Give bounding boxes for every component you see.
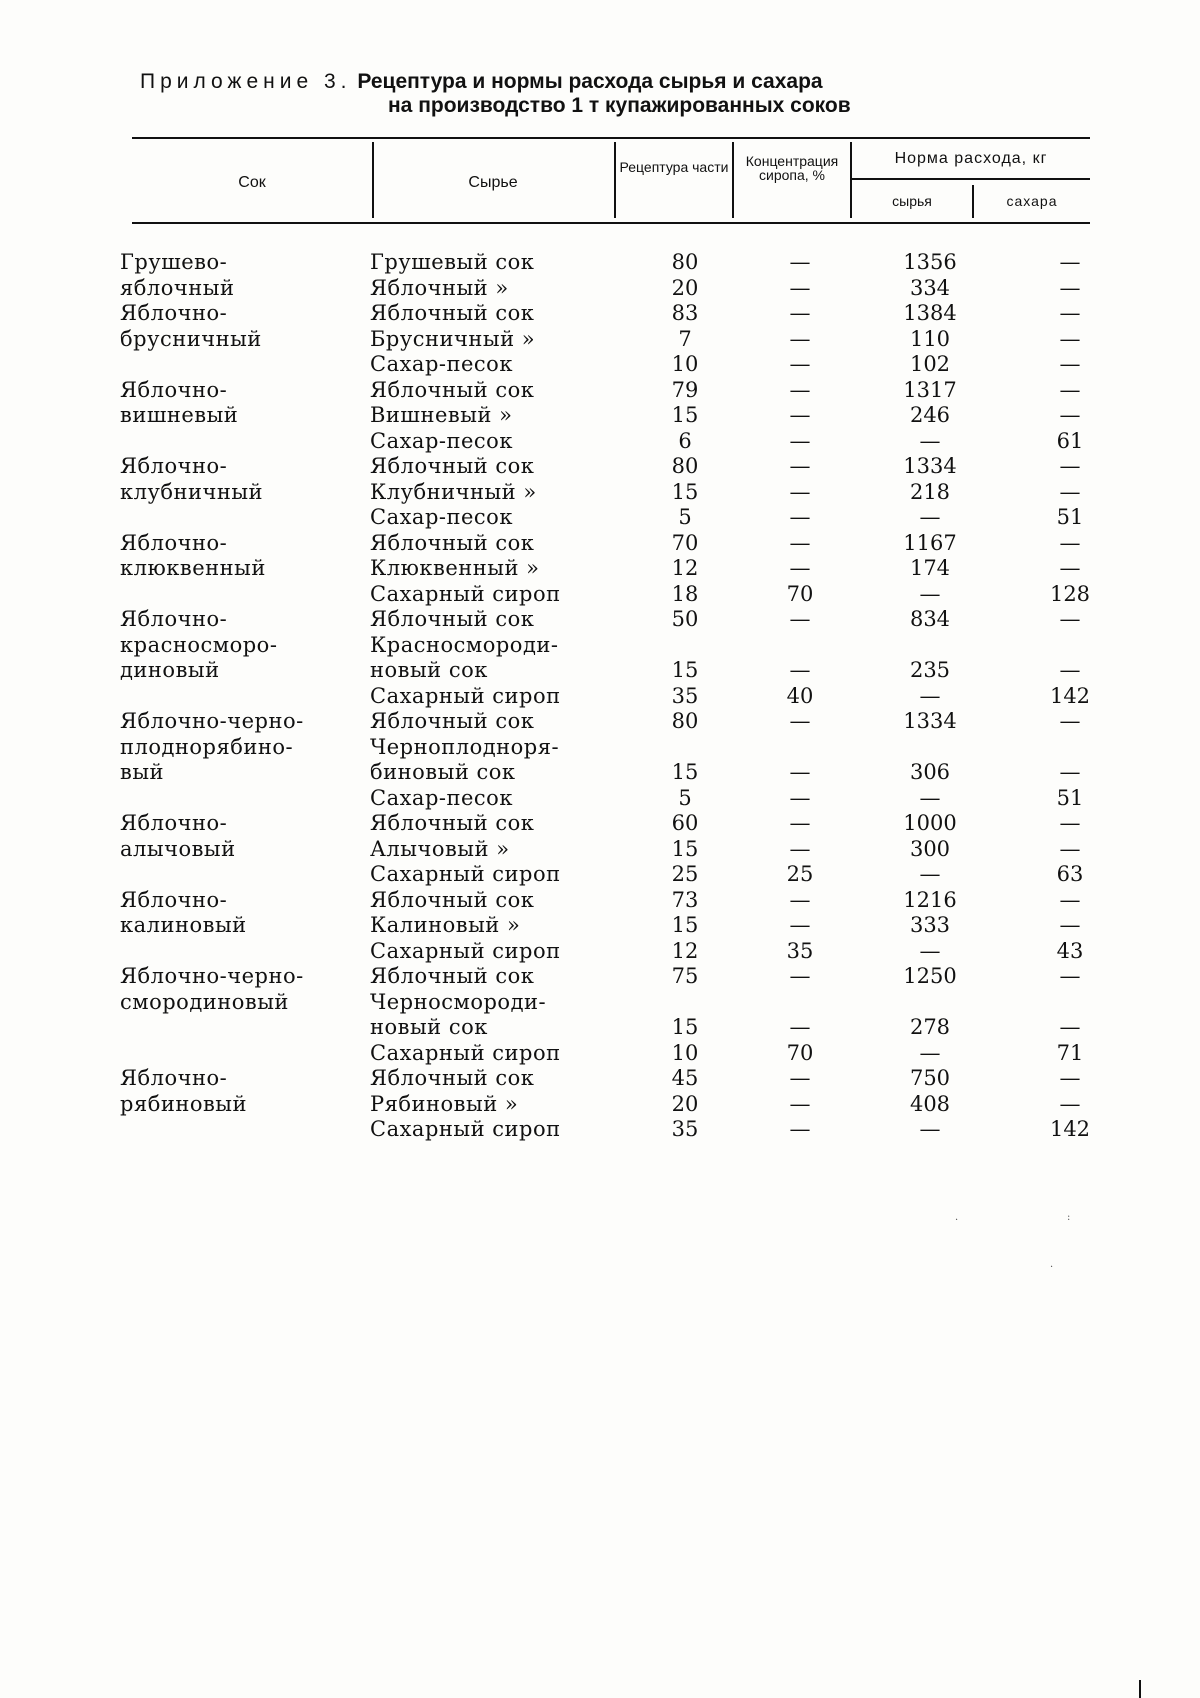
cell-parts: 60 [625,811,745,837]
cell-sugar-norm: — [1005,480,1135,506]
cell-raw: Сахар-песок [370,352,625,378]
cell-parts: 5 [625,505,745,531]
cell-raw: Яблочный сок [370,378,625,404]
cell-juice: Яблочно- [120,531,370,557]
cell-raw-norm: 102 [855,352,1005,378]
table-row [120,1117,1135,1143]
table-row [120,709,1135,735]
cell-concentration: — [745,454,855,480]
table-row [120,735,1135,761]
cell-raw-norm: 235 [855,658,1005,684]
cell-raw-norm: 1000 [855,811,1005,837]
cell-sugar-norm: — [1005,276,1135,302]
cell-sugar-norm: 51 [1005,786,1135,812]
cell-raw-norm: — [855,684,1005,710]
cell-juice: алычовый [120,837,370,863]
header-juice: Сок [132,174,372,191]
cell-concentration: — [745,1066,855,1092]
cell-sugar-norm: — [1005,913,1135,939]
cell-raw-norm: — [855,1041,1005,1067]
table-row [120,633,1135,659]
table-row [120,1015,1135,1041]
table-row [120,250,1135,276]
page-title [140,70,1040,118]
cell-raw-norm: — [855,939,1005,965]
table-row [120,556,1135,582]
cell-sugar-norm: — [1005,301,1135,327]
cell-parts: 70 [625,531,745,557]
cell-sugar-norm: 71 [1005,1041,1135,1067]
cell-parts: 12 [625,939,745,965]
table-row [120,684,1135,710]
cell-raw-norm: 834 [855,607,1005,633]
table-row [120,939,1135,965]
cell-parts: 25 [625,862,745,888]
table-row [120,837,1135,863]
cell-concentration [745,633,855,659]
cell-parts: 5 [625,786,745,812]
header-subrule [852,178,1090,180]
cell-juice: диновый [120,658,370,684]
cell-raw-norm: 278 [855,1015,1005,1041]
cell-parts: 15 [625,658,745,684]
cell-concentration: — [745,811,855,837]
cell-concentration: — [745,1015,855,1041]
header-parts: Рецептура части [616,160,732,174]
cell-parts: 45 [625,1066,745,1092]
cell-parts: 15 [625,913,745,939]
cell-concentration: — [745,505,855,531]
cell-parts: 15 [625,760,745,786]
cell-parts: 80 [625,454,745,480]
cell-parts: 15 [625,403,745,429]
cell-concentration: — [745,301,855,327]
cell-juice: Яблочно-черно- [120,964,370,990]
cell-concentration: — [745,352,855,378]
cell-juice: яблочный [120,276,370,302]
cell-sugar-norm [1005,633,1135,659]
cell-parts [625,633,745,659]
cell-juice: смородиновый [120,990,370,1016]
cell-concentration: — [745,837,855,863]
cell-juice [120,939,370,965]
cell-parts: 15 [625,1015,745,1041]
cell-concentration: 70 [745,1041,855,1067]
cell-parts: 18 [625,582,745,608]
cell-raw: Яблочный сок [370,454,625,480]
cell-sugar-norm: — [1005,250,1135,276]
cell-concentration: — [745,276,855,302]
cell-concentration: — [745,403,855,429]
cell-raw-norm: — [855,505,1005,531]
cell-sugar-norm: 51 [1005,505,1135,531]
cell-sugar-norm: — [1005,1066,1135,1092]
cell-juice: клубничный [120,480,370,506]
cell-raw: Яблочный сок [370,964,625,990]
cell-sugar-norm: 128 [1005,582,1135,608]
cell-juice [120,1041,370,1067]
scan-speck: · [1050,1262,1053,1273]
cell-raw-norm: 300 [855,837,1005,863]
cell-juice: Яблочно- [120,301,370,327]
cell-concentration: 25 [745,862,855,888]
cell-raw: Яблочный сок [370,607,625,633]
table-row [120,658,1135,684]
cell-parts: 15 [625,837,745,863]
cell-raw-norm: — [855,1117,1005,1143]
cell-juice: брусничный [120,327,370,353]
cell-juice [120,684,370,710]
cell-parts: 80 [625,250,745,276]
header-conc: Концентрация сиропа, % [734,154,850,182]
cell-raw: Клюквенный » [370,556,625,582]
table-row [120,327,1135,353]
cell-concentration: — [745,1117,855,1143]
cell-concentration: — [745,327,855,353]
cell-raw: Яблочный сок [370,1066,625,1092]
cell-parts: 79 [625,378,745,404]
cell-concentration: — [745,480,855,506]
cell-raw-norm: 174 [855,556,1005,582]
cell-concentration: — [745,250,855,276]
cell-juice: Яблочно- [120,454,370,480]
cell-parts: 35 [625,684,745,710]
cell-sugar-norm: — [1005,327,1135,353]
cell-raw: Яблочный сок [370,531,625,557]
title-line1: Рецептура и нормы расхода сырья и сахара [357,70,822,93]
cell-parts [625,990,745,1016]
table-row [120,531,1135,557]
table-row [120,811,1135,837]
cell-raw-norm: 408 [855,1092,1005,1118]
cell-juice [120,429,370,455]
table-row [120,480,1135,506]
cell-sugar-norm: 142 [1005,684,1135,710]
cell-sugar-norm: — [1005,811,1135,837]
cell-sugar-norm: — [1005,1092,1135,1118]
cell-sugar-norm: 61 [1005,429,1135,455]
cell-raw: Сахар-песок [370,505,625,531]
cell-concentration: — [745,556,855,582]
table-row [120,276,1135,302]
cell-parts: 35 [625,1117,745,1143]
cell-juice [120,1015,370,1041]
cell-raw: Сахар-песок [370,786,625,812]
header-divider [614,142,616,218]
cell-raw-norm [855,990,1005,1016]
cell-raw: Сахарный сироп [370,939,625,965]
cell-raw-norm: 333 [855,913,1005,939]
cell-sugar-norm: — [1005,658,1135,684]
cell-concentration: — [745,760,855,786]
cell-juice: Яблочно- [120,811,370,837]
cell-raw: Рябиновый » [370,1092,625,1118]
cell-raw-norm: 306 [855,760,1005,786]
cell-raw-norm: — [855,582,1005,608]
cell-concentration: — [745,429,855,455]
table-row [120,1092,1135,1118]
table-row [120,582,1135,608]
cell-raw: новый сок [370,658,625,684]
cell-sugar-norm: — [1005,454,1135,480]
cell-juice [120,505,370,531]
cell-raw-norm: 1250 [855,964,1005,990]
table-top-rule [132,137,1090,139]
cell-parts [625,735,745,761]
title-line2: на производство 1 т купажированных соков [140,94,1040,118]
cell-raw-norm: 750 [855,1066,1005,1092]
cell-concentration: — [745,786,855,812]
cell-parts: 10 [625,352,745,378]
cell-raw: Черноплодноря- [370,735,625,761]
table-row [120,607,1135,633]
table-row [120,888,1135,914]
cell-juice: клюквенный [120,556,370,582]
cell-juice [120,582,370,608]
cell-raw-norm: — [855,429,1005,455]
table-row [120,505,1135,531]
cell-concentration: — [745,531,855,557]
cell-raw-norm: 110 [855,327,1005,353]
cell-parts: 50 [625,607,745,633]
cell-juice: Грушево- [120,250,370,276]
cell-juice: Яблочно-черно- [120,709,370,735]
cell-parts: 75 [625,964,745,990]
cell-raw: Вишневый » [370,403,625,429]
table-row [120,760,1135,786]
cell-parts: 20 [625,276,745,302]
cell-raw: Яблочный сок [370,709,625,735]
cell-sugar-norm: — [1005,352,1135,378]
cell-sugar-norm: — [1005,888,1135,914]
cell-juice: вишневый [120,403,370,429]
cell-juice: Яблочно- [120,1066,370,1092]
cell-concentration: — [745,378,855,404]
cell-sugar-norm: — [1005,837,1135,863]
cell-concentration [745,990,855,1016]
cell-juice: плоднорябино- [120,735,370,761]
cell-raw-norm: 1167 [855,531,1005,557]
appendix-label: Приложение 3. [140,70,352,93]
cell-sugar-norm: 43 [1005,939,1135,965]
cell-parts: 12 [625,556,745,582]
cell-juice: вый [120,760,370,786]
cell-parts: 83 [625,301,745,327]
cell-concentration: — [745,964,855,990]
table-row [120,352,1135,378]
cell-raw-norm: 246 [855,403,1005,429]
cell-raw-norm: 1356 [855,250,1005,276]
cell-concentration: — [745,888,855,914]
cell-sugar-norm: 63 [1005,862,1135,888]
cell-juice [120,862,370,888]
cell-concentration: — [745,1092,855,1118]
cell-sugar-norm: — [1005,964,1135,990]
cell-raw: новый сок [370,1015,625,1041]
cell-raw: Сахарный сироп [370,862,625,888]
cell-raw: Сахарный сироп [370,1041,625,1067]
table-row [120,913,1135,939]
table-row [120,454,1135,480]
cell-concentration: 40 [745,684,855,710]
cell-juice [120,352,370,378]
cell-parts: 7 [625,327,745,353]
cell-juice [120,786,370,812]
cell-raw-norm: 1216 [855,888,1005,914]
cell-raw: Яблочный сок [370,811,625,837]
cell-juice [120,1117,370,1143]
table-row [120,378,1135,404]
cell-raw: Яблочный сок [370,301,625,327]
cell-concentration: — [745,913,855,939]
cell-sugar-norm: — [1005,378,1135,404]
header-norm-raw: сырья [852,194,972,208]
cell-raw-norm: 1384 [855,301,1005,327]
cell-raw: Яблочный » [370,276,625,302]
cell-sugar-norm: — [1005,607,1135,633]
cell-juice: красносморо- [120,633,370,659]
cell-concentration: 35 [745,939,855,965]
cell-raw-norm: 334 [855,276,1005,302]
scan-edge-mark [1139,1680,1141,1698]
table-row [120,786,1135,812]
cell-sugar-norm: 142 [1005,1117,1135,1143]
table-row [120,990,1135,1016]
table-row [120,301,1135,327]
cell-juice: Яблочно- [120,607,370,633]
cell-parts: 80 [625,709,745,735]
cell-sugar-norm [1005,735,1135,761]
cell-juice: Яблочно- [120,888,370,914]
cell-sugar-norm: — [1005,531,1135,557]
cell-sugar-norm [1005,990,1135,1016]
cell-parts: 6 [625,429,745,455]
cell-raw: Черносмороди- [370,990,625,1016]
cell-raw: Сахарный сироп [370,1117,625,1143]
cell-raw: Яблочный сок [370,888,625,914]
header-raw: Сырье [372,174,614,191]
cell-juice: калиновый [120,913,370,939]
cell-parts: 10 [625,1041,745,1067]
table-row [120,862,1135,888]
table-row [120,1066,1135,1092]
cell-raw: Красносмороди- [370,633,625,659]
cell-concentration: 70 [745,582,855,608]
cell-raw: Сахарный сироп [370,684,625,710]
cell-parts: 20 [625,1092,745,1118]
cell-concentration [745,735,855,761]
cell-raw: Сахар-песок [370,429,625,455]
cell-raw-norm [855,633,1005,659]
cell-parts: 73 [625,888,745,914]
table-row [120,1041,1135,1067]
cell-raw-norm: — [855,786,1005,812]
table-row [120,403,1135,429]
table-row [120,964,1135,990]
cell-concentration: — [745,709,855,735]
scan-speck: : [1067,1212,1070,1223]
cell-raw: Калиновый » [370,913,625,939]
cell-raw-norm: — [855,862,1005,888]
cell-raw: биновый сок [370,760,625,786]
cell-sugar-norm: — [1005,760,1135,786]
cell-juice: Яблочно- [120,378,370,404]
header-norm-sugar: сахара [974,194,1090,208]
cell-concentration: — [745,658,855,684]
cell-raw-norm: 218 [855,480,1005,506]
cell-raw-norm: 1317 [855,378,1005,404]
cell-concentration: — [745,607,855,633]
cell-sugar-norm: — [1005,556,1135,582]
cell-juice: рябиновый [120,1092,370,1118]
cell-raw: Сахарный сироп [370,582,625,608]
cell-sugar-norm: — [1005,1015,1135,1041]
cell-raw-norm [855,735,1005,761]
recipe-table [120,250,1135,1143]
cell-raw: Алычовый » [370,837,625,863]
table-header-rule [132,222,1090,224]
scan-speck: · [955,1215,958,1226]
cell-parts: 15 [625,480,745,506]
cell-raw: Грушевый сок [370,250,625,276]
table-row [120,429,1135,455]
cell-raw-norm: 1334 [855,709,1005,735]
cell-sugar-norm: — [1005,709,1135,735]
cell-raw: Брусничный » [370,327,625,353]
cell-raw-norm: 1334 [855,454,1005,480]
cell-sugar-norm: — [1005,403,1135,429]
cell-raw: Клубничный » [370,480,625,506]
header-norm: Норма расхода, кг [852,150,1090,167]
